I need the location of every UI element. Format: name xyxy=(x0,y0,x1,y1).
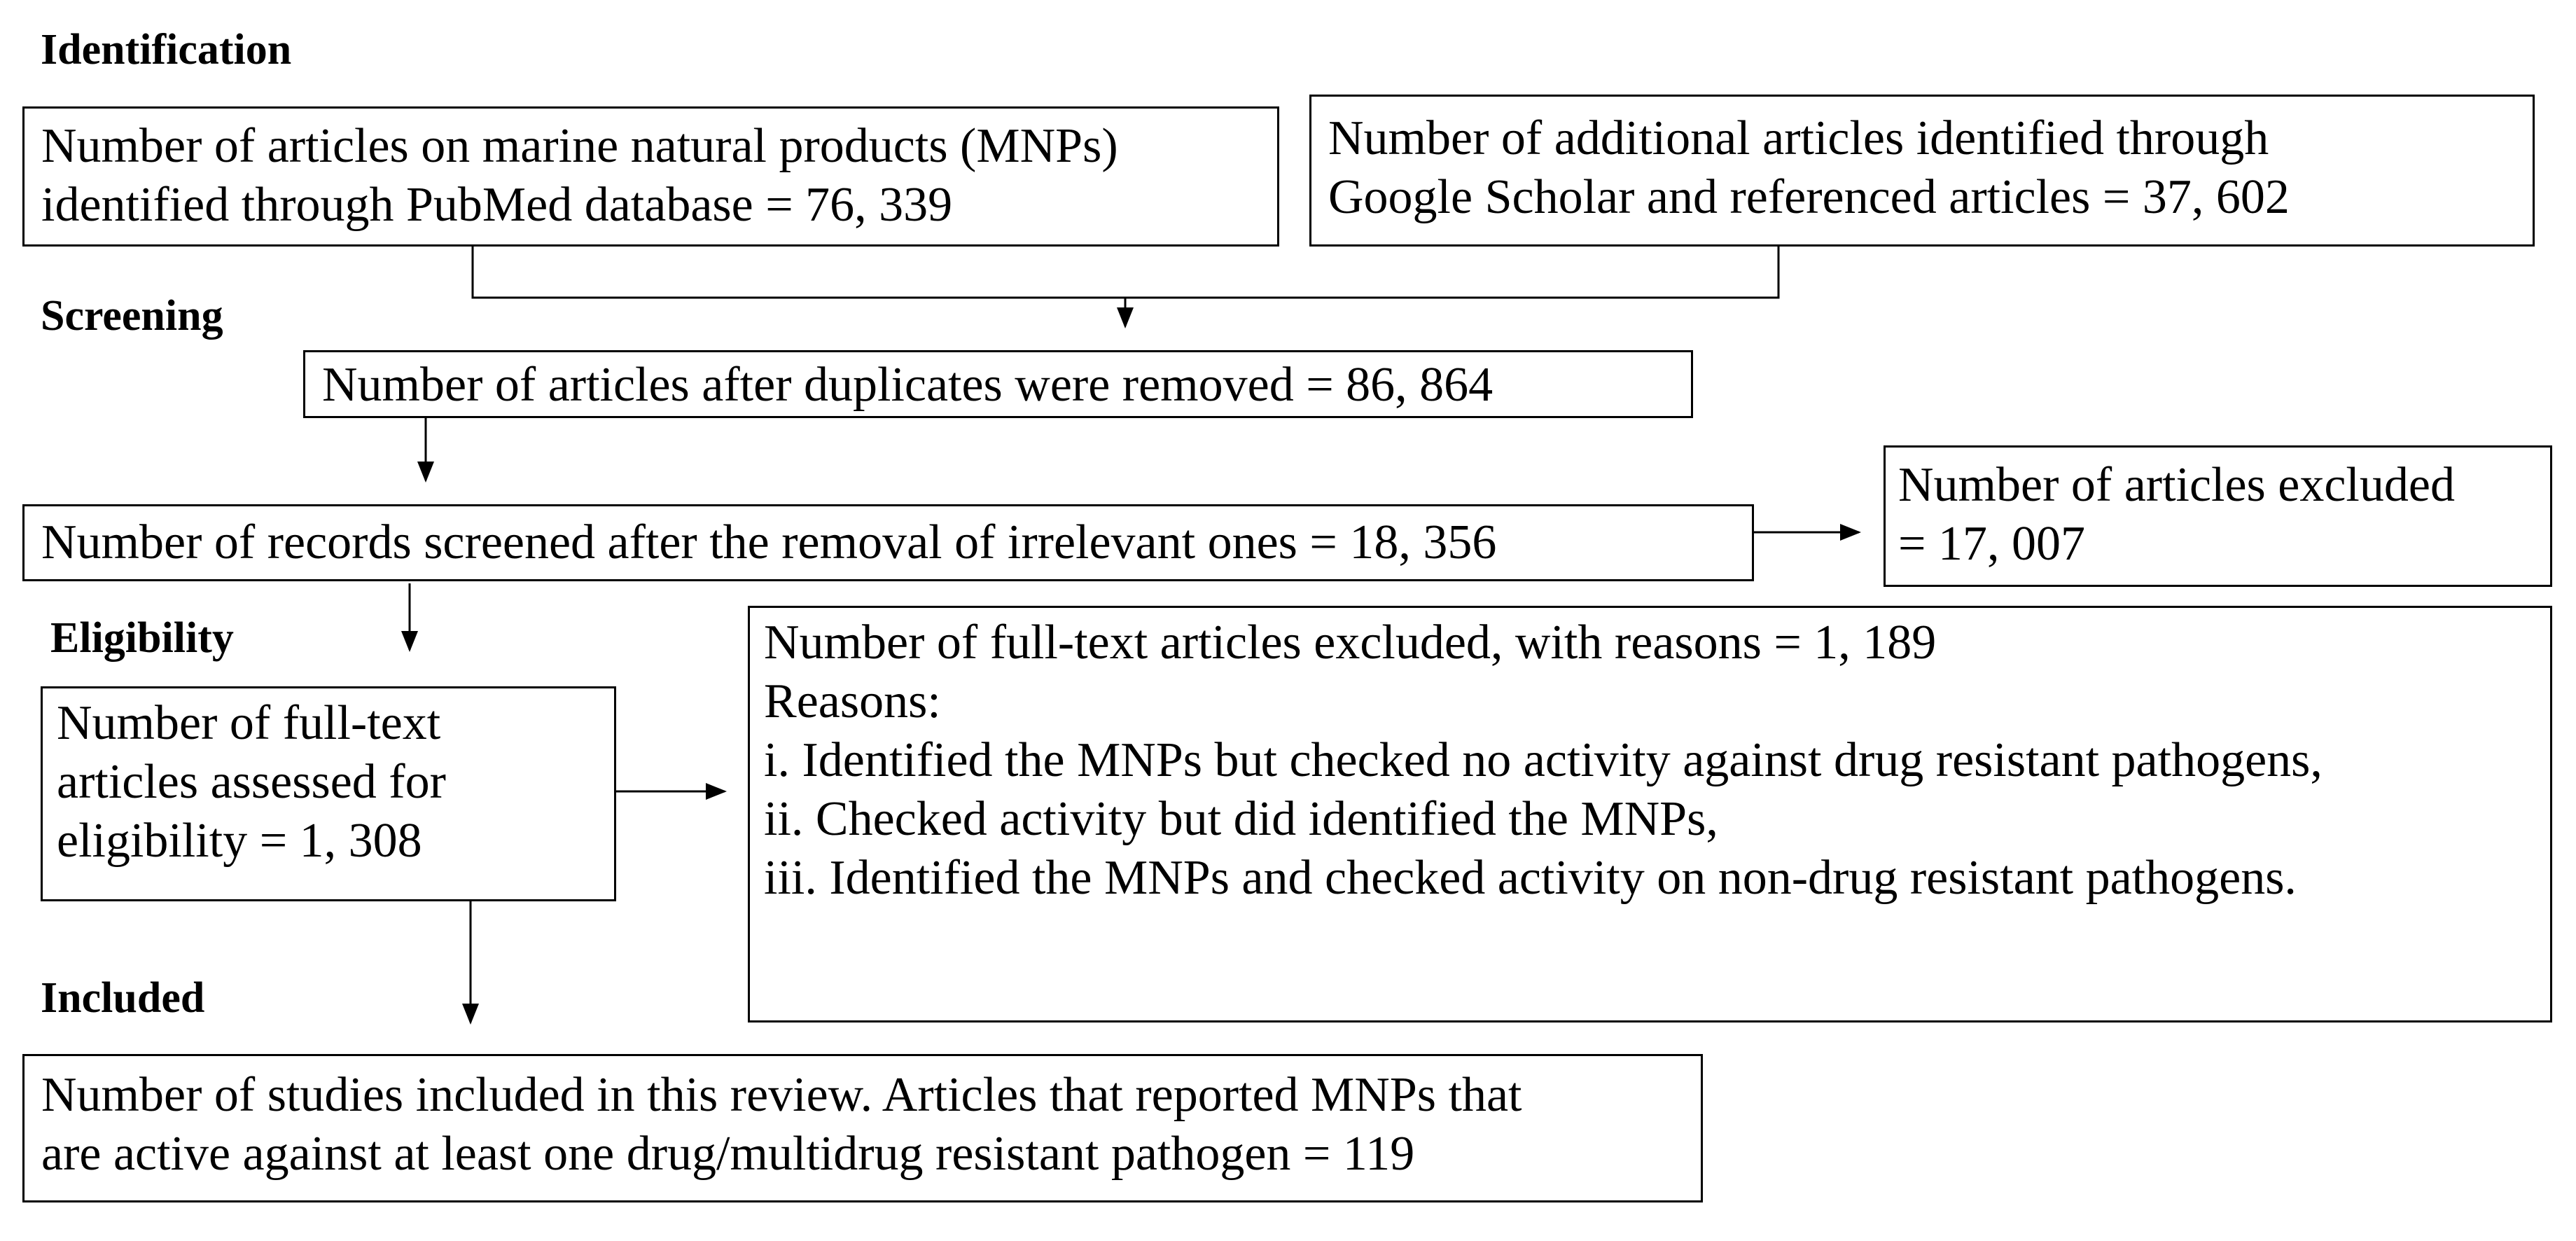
pubmed-line-2: identified through PubMed database = 76, 339 xyxy=(41,178,953,232)
included-studies-box xyxy=(22,1054,1703,1202)
pubmed-line-1: Number of articles on marine natural products (MNPs) xyxy=(41,119,1118,173)
pubmed-articles-box xyxy=(22,106,1279,247)
reason-item-1: i. Identified the MNPs but checked no activity against drug resistant pathogens, xyxy=(764,733,2323,787)
duplicates-removed-box xyxy=(303,350,1693,418)
additional-line-2: Google Scholar and referenced articles = 37, 602 xyxy=(1328,170,2290,224)
fulltext-line-1: Number of full-text xyxy=(57,696,441,750)
stage-label-eligibility: Eligibility xyxy=(50,614,234,662)
additional-line-1: Number of additional articles identified through xyxy=(1328,111,2269,165)
included-line-1: Number of studies included in this review. Articles that reported MNPs that xyxy=(41,1068,1522,1122)
additional-articles-box xyxy=(1309,95,2535,247)
reason-item-3: iii. Identified the MNPs and checked activity on non-drug resistant pathogens. xyxy=(764,851,2297,905)
stage-label-screening: Screening xyxy=(41,292,223,340)
fulltext-excluded-box xyxy=(748,606,2552,1022)
merge-connector xyxy=(473,247,1778,298)
reasons-heading: Reasons: xyxy=(764,674,941,728)
fulltext-excluded-line-1: Number of full-text articles excluded, with reasons = 1, 189 xyxy=(764,616,1937,670)
stage-label-included: Included xyxy=(41,974,205,1022)
fulltext-assessed-box xyxy=(41,686,616,901)
excluded-line-1: Number of articles excluded xyxy=(1898,458,2455,512)
stage-label-identification: Identification xyxy=(41,26,292,74)
fulltext-line-3: eligibility = 1, 308 xyxy=(57,814,422,868)
articles-excluded-box xyxy=(1884,445,2552,587)
reason-item-2: ii. Checked activity but did identified the MNPs, xyxy=(764,792,1718,846)
included-line-2: are active against at least one drug/multidrug resistant pathogen = 119 xyxy=(41,1127,1415,1181)
records-screened-box xyxy=(22,504,1754,581)
fulltext-line-2: articles assessed for xyxy=(57,755,446,809)
duplicates-line-1: Number of articles after duplicates were removed = 86, 864 xyxy=(322,358,1494,412)
excluded-line-2: = 17, 007 xyxy=(1898,517,2085,571)
screened-line-1: Number of records screened after the removal of irrelevant ones = 18, 356 xyxy=(41,515,1497,569)
